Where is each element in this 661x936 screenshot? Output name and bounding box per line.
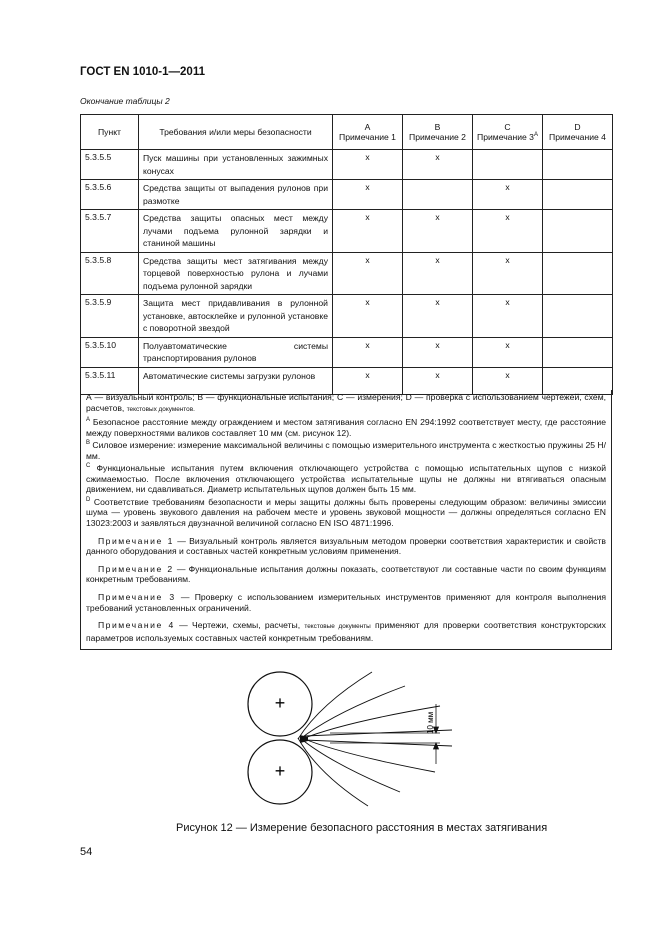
cell-a: x	[333, 150, 403, 180]
row-number: 5.3.5.8	[81, 252, 139, 295]
column-header: Требования и/или меры безопасности	[139, 115, 333, 150]
cell-d	[543, 210, 613, 253]
cell-a: x	[333, 180, 403, 210]
table-notes	[80, 390, 612, 650]
row-requirement: Полуавтоматические системы транспортирования рулонов	[139, 337, 333, 367]
cell-c: x	[473, 210, 543, 253]
footnote-c: $^C$ Функциональные испытания путем включения отключающего устройства с помощью испытательных щупов с низкой сжимаемостью. После включения отключающего устройства испытательные щупы не должны ни втягиваться опасным движением, ни сдавливаться. Диаметр испытательных щупов должен быть 15 мм.	[86, 463, 606, 495]
column-header: C Примечание $3^A$	[473, 115, 543, 150]
cell-a: x	[333, 337, 403, 367]
row-number: 5.3.5.10	[81, 337, 139, 367]
material-curves	[298, 672, 452, 806]
table-row	[81, 180, 613, 210]
lower-roll-center: +	[274, 761, 286, 781]
table-row	[81, 210, 613, 253]
column-header: D Примечание 4	[543, 115, 613, 150]
cell-a: x	[333, 367, 403, 394]
upper-roll-center: +	[274, 693, 286, 713]
document-header: ГОСТ EN 1010-1—2011	[80, 66, 205, 78]
cell-c: x	[473, 295, 543, 338]
cell-c: x	[473, 180, 543, 210]
figure-caption: Рисунок 12 — Измерение безопасного расстояния в местах затягивания	[176, 822, 548, 834]
table-continuation-caption: Окончание таблицы 2	[80, 96, 170, 106]
cell-b: x	[403, 150, 473, 180]
row-requirement: Средства защиты от выпадения рулонов при размотке	[139, 180, 333, 210]
cell-d	[543, 252, 613, 295]
row-requirement: Автоматические системы загрузки рулонов	[139, 367, 333, 394]
cell-c	[473, 150, 543, 180]
footnote-a: $^A$ Безопасное расстояние между ограждением и местом затягивания согласно EN 294:1992 соответствует месту, где расстояние между поверхностями валиков составляет 10 мм (см. рисунок 12).	[86, 417, 606, 438]
row-requirement: Пуск машины при установленных зажимных конусах	[139, 150, 333, 180]
row-number: 5.3.5.6	[81, 180, 139, 210]
table-row	[81, 252, 613, 295]
dimension-label: 10 мм	[426, 711, 435, 734]
legend-text: А — визуальный контроль; В — функциональные испытания; С — измерения; D — проверка с использованием чертежей, схем, расчетов, текстовых документов.	[86, 392, 606, 413]
table-row	[81, 150, 613, 180]
cell-a: x	[333, 295, 403, 338]
cell-d	[543, 337, 613, 367]
footnote-b: $^B$ Силовое измерение: измерение максимальной величины с помощью измерительного инструмента с жесткостью пружины 25 Н/мм.	[86, 440, 606, 461]
footnote-d: $^D$ Соответствие требованиям безопасности и меры защиты должны быть проверены следующим образом: величины эмиссии шума — уровень звукового давления на рабочем месте и уровень звуковой мощности — должны определяться согласно EN 13023:2003 и заявляться двузначной величиной согласно EN ISO 4871:1996.	[86, 496, 606, 528]
table-header-row	[81, 115, 613, 150]
cell-d	[543, 150, 613, 180]
row-number: 5.3.5.5	[81, 150, 139, 180]
cell-c: x	[473, 252, 543, 295]
cell-d	[543, 295, 613, 338]
cell-c: x	[473, 337, 543, 367]
table-row	[81, 337, 613, 367]
cell-b: x	[403, 367, 473, 394]
cell-b: x	[403, 295, 473, 338]
table-row	[81, 295, 613, 338]
column-header: A Примечание 1	[333, 115, 403, 150]
note-1: Примечание 1 — Визуальный контроль является визуальным методом проверки соответствия характеристик и свойств данного оборудования и составных частей конкретным условиям применения.	[86, 535, 606, 557]
requirements-table	[80, 114, 613, 395]
figure-12	[240, 664, 460, 819]
cell-c: x	[473, 367, 543, 394]
row-number: 5.3.5.7	[81, 210, 139, 253]
cell-b: x	[403, 210, 473, 253]
page-number: 54	[80, 846, 93, 858]
roller-nip-diagram	[240, 664, 460, 814]
row-number: 5.3.5.11	[81, 367, 139, 394]
cell-b: x	[403, 337, 473, 367]
cell-d	[543, 180, 613, 210]
row-requirement: Защита мест придавливания в рулонной установке, автосклейке и рулонной установке с поворотной звездой	[139, 295, 333, 338]
row-number: 5.3.5.9	[81, 295, 139, 338]
note-3: Примечание 3 — Проверку с использованием измерительных инструментов применяют для контроля выполнения требований установленных ограничений.	[86, 591, 606, 613]
cell-b	[403, 180, 473, 210]
cell-a: x	[333, 210, 403, 253]
cell-a: x	[333, 252, 403, 295]
column-header: Пункт	[81, 115, 139, 150]
note-4: Примечание 4 — Чертежи, схемы, расчеты, текстовые документы применяют для проверки соответствия конструкторских параметров используемых составных частей конкретным требованиям.	[86, 620, 606, 643]
column-header: B Примечание 2	[403, 115, 473, 150]
note-2: Примечание 2 — Функциональные испытания должны показать, соответствуют ли составные части по своим функциям конкретным требованиям.	[86, 563, 606, 585]
cell-b: x	[403, 252, 473, 295]
row-requirement: Средства защиты мест затягивания между торцевой поверхностью рулона и лучами подъема рулонной зарядки	[139, 252, 333, 295]
row-requirement: Средства защиты опасных мест между лучами подъема рулонной зарядки и станиной машины	[139, 210, 333, 253]
